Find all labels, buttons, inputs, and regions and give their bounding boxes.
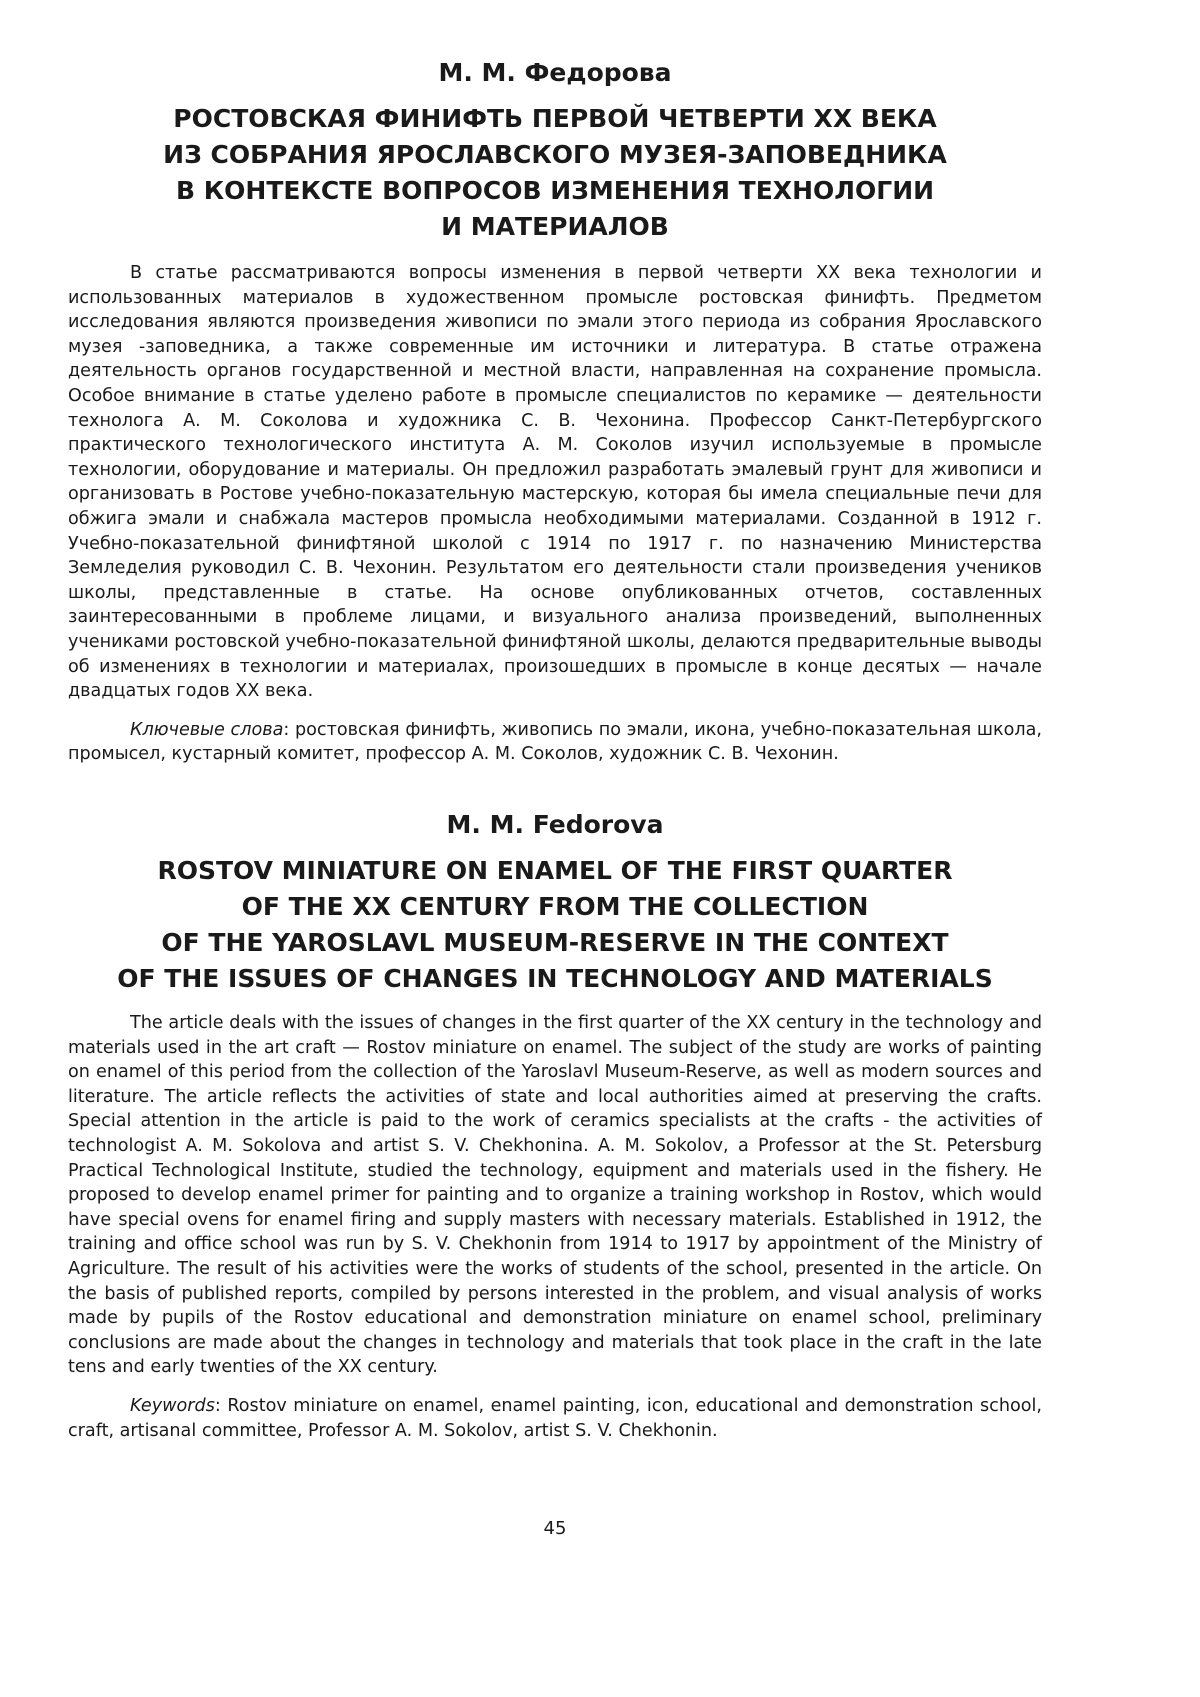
title-line: ИЗ СОБРАНИЯ ЯРОСЛАВСКОГО МУЗЕЯ-ЗАПОВЕДНИКА (163, 140, 947, 169)
page-number: 45 (543, 1518, 567, 1539)
title-line: ROSTOV MINIATURE ON ENAMEL OF THE FIRST QUARTER (157, 856, 953, 885)
keywords-ru (68, 718, 1042, 767)
title-en (50, 853, 1060, 997)
title-line: OF THE XX CENTURY FROM THE COLLECTION (241, 892, 869, 921)
title-line: OF THE YAROSLAVL MUSEUM-RESERVE IN THE CONTEXT (161, 928, 949, 957)
title-line: РОСТОВСКАЯ ФИНИФТЬ ПЕРВОЙ ЧЕТВЕРТИ XX ВЕКА (173, 104, 937, 133)
title-line: В КОНТЕКСТЕ ВОПРОСОВ ИЗМЕНЕНИЯ ТЕХНОЛОГИИ (175, 176, 935, 205)
keywords-label: Keywords (130, 1395, 215, 1416)
keywords-label: Ключевые слова (130, 719, 284, 740)
keywords-text: : ростовская финифть, живопись по эмали, икона, учебно-показательная школа, промысел, кустарный комитет, профессор А. М. Соколов, художник С. В. Чехонин. (68, 719, 1043, 765)
title-line: OF THE ISSUES OF CHANGES IN TECHNOLOGY AND MATERIALS (117, 964, 993, 993)
author-en: M. M. Fedorova (446, 810, 664, 839)
english-section (68, 810, 1042, 1443)
title-line: И МАТЕРИАЛОВ (441, 212, 669, 241)
abstract-ru: В статье рассматриваются вопросы изменения в первой четверти XX века технологии и использованных материалов в художественном промысле ростовская финифть. Предметом исследования являются произведения живописи по эмали этого периода из собрания Ярославского музея -заповедника, а также современные им источники и литература. В статье отражена деятельность органов государственной и местной власти, направленная на сохранение промысла. Особое внимание в статье уделено работе в промысле специалистов по керамике — деятельности технолога А. М. Соколова и художника С. В. Чехонина. Профессор Санкт-Петербургского практического технологического института А. М. Соколов изучил используемые в промысле технологии, оборудование и материалы. Он предложил разработать эмалевый грунт для живописи и организовать в Ростове учебно-показательную мастерскую, которая бы имела специальные печи для обжига эмали и снабжала мастеров промысла необходимыми материалами. Созданной в 1912 г. Учебно-показательной финифтяной школой с 1914 по 1917 г. по назначению Министерства Земледелия руководил С. В. Чехонин. Результатом его деятельности стали произведения учеников школы, представленные в статье. На основе опубликованных отчетов, составленных заинтересованными в проблеме лицами, и визуального анализа произведений, выполненных учениками ростовской учебно-показательной финифтяной школы, делаются предварительные выводы об изменениях в технологии и материалах, произошедших в промысле в конце десятых — начале двадцатых годов XX века. (68, 263, 1042, 702)
author-ru: М. М. Федорова (438, 58, 672, 87)
title-ru (68, 101, 1042, 245)
keywords-text: : Rostov miniature on enamel, enamel painting, icon, educational and demonstration school, craft, artisanal committee, Professor A. M. Sokolov, artist S. V. Chekhonin. (68, 1395, 1042, 1441)
keywords-en (68, 1394, 1042, 1443)
abstract-en: The article deals with the issues of changes in the first quarter of the XX century in the technology and materials used in the art craft — Rostov miniature on enamel. The subject of the study are works of painting on enamel of this period from the collection of the Yaroslavl Museum-Reserve, as well as modern sources and literature. The article reflects the activities of state and local authorities aimed at preserving the crafts. Special attention in the article is paid to the work of ceramics specialists at the crafts - the activities of technologist A. M. Sokolova and artist S. V. Chekhonina. A. M. Sokolov, a Professor at the St. Petersburg Practical Technological Institute, studied the technology, equipment and materials used in the fishery. He proposed to develop enamel primer for painting and to organize a training workshop in Rostov, which would have special ovens for enamel firing and supply masters with necessary materials. Established in 1912, the training and office school was run by S. V. Chekhonin from 1914 to 1917 by appointment of the Ministry of Agriculture. The result of his activities were the works of students of the school, presented in the article. On the basis of published reports, compiled by persons interested in the problem, and visual analysis of works made by pupils of the Rostov educational and demonstration miniature on enamel school, preliminary conclusions are made about the changes in technology and materials that took place in the craft in the late tens and early twenties of the XX century. (68, 1013, 1042, 1378)
russian-section (68, 58, 1042, 767)
